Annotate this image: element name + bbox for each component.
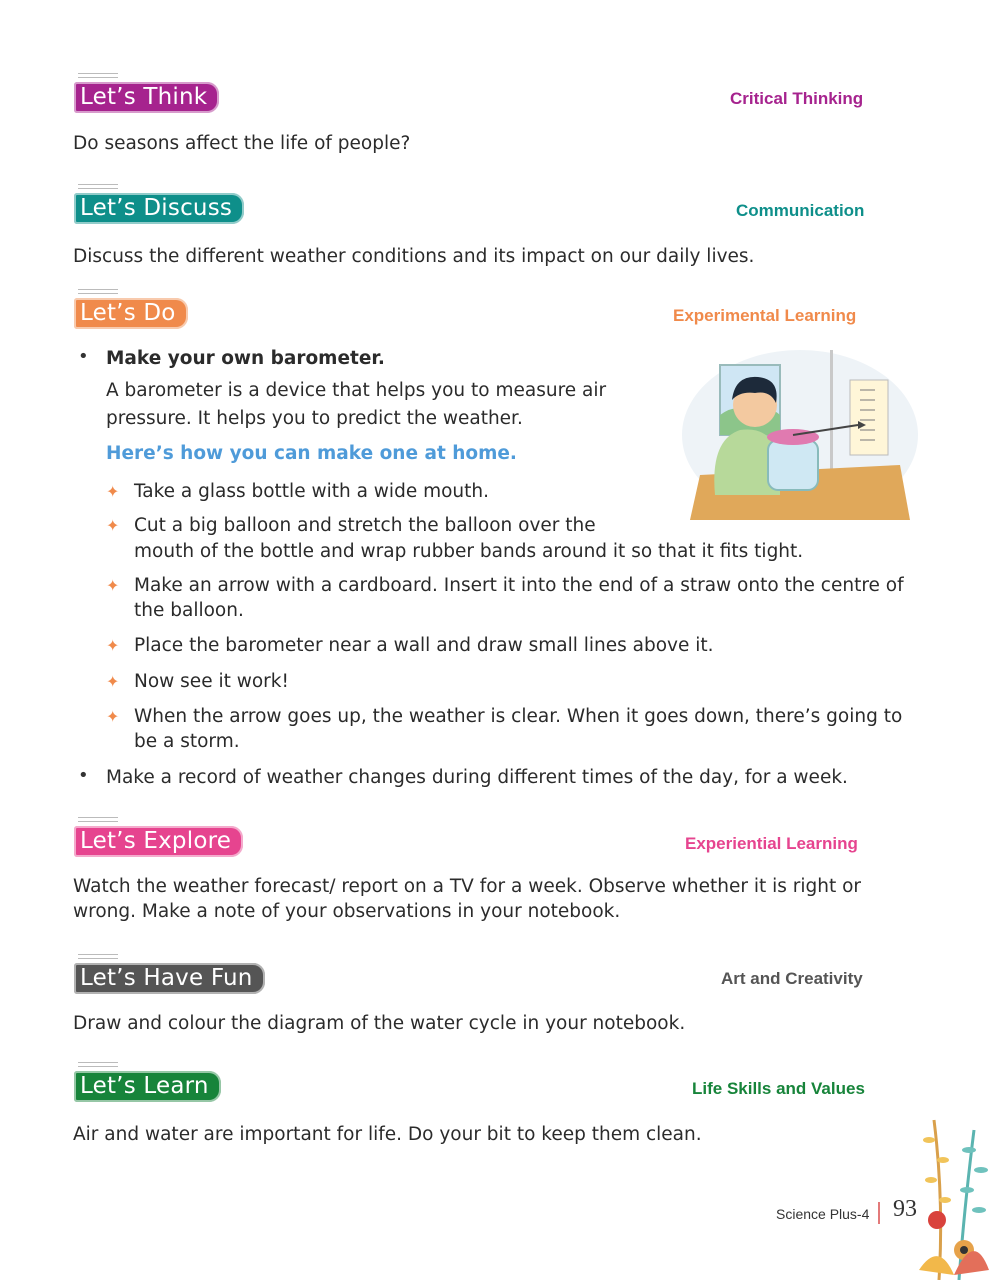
star-icon: ✦ [106,576,120,595]
star-icon: ✦ [106,672,120,691]
learn-text: Air and water are important for life. Do your bit to keep them clean. [73,1124,702,1145]
step-4: ✦ Place the barometer near a wall and draw small lines above it. [106,635,714,656]
lets-learn-heading: Let’s Learn [74,1071,221,1102]
star-icon: ✦ [106,636,120,655]
lets-have-fun-heading: Let’s Have Fun [74,963,265,994]
star-icon: ✦ [106,482,120,501]
footer-divider [878,1202,880,1224]
lets-discuss-heading: Let’s Discuss [74,193,244,224]
step-6: ✦ When the arrow goes up, the weather is clear. When it goes down, there’s going to be a storm. [106,706,903,752]
discuss-text: Discuss the different weather conditions and its impact on our daily lives. [73,246,755,267]
step-3: ✦ Make an arrow with a cardboard. Insert it into the end of a straw onto the centre of the balloon. [106,575,904,621]
record-weather-text: Make a record of weather changes during different times of the day, for a week. [106,767,848,788]
step-5: ✦ Now see it work! [106,671,289,692]
decorative-plant-icon [919,1100,989,1280]
bullet-dot: • [78,765,89,786]
fun-text: Draw and colour the diagram of the water cycle in your notebook. [73,1013,686,1034]
lets-think-heading: Let’s Think [74,82,219,113]
page-number: 93 [893,1196,917,1222]
barometer-desc-line1: A barometer is a device that helps you to measure air [106,380,607,401]
life-skills-label: Life Skills and Values [692,1079,865,1098]
bullet-dot: • [78,346,89,367]
explore-text: Watch the weather forecast/ report on a TV for a week. Observe whether it is right or wrong. Make a note of your observations in your notebook. [73,876,862,922]
art-creativity-label: Art and Creativity [721,969,863,988]
lets-do-heading: Let’s Do [74,298,188,329]
star-icon: ✦ [106,707,120,726]
barometer-desc-line2: pressure. It helps you to predict the weather. [106,408,523,429]
critical-thinking-label: Critical Thinking [730,89,864,108]
howto-heading: Here’s how you can make one at home. [106,443,517,464]
step-1: ✦ Take a glass bottle with a wide mouth. [106,481,490,502]
communication-label: Communication [736,201,865,220]
barometer-heading: Make your own barometer. [106,348,385,369]
star-icon: ✦ [106,516,120,535]
step-2: ✦ Cut a big balloon and stretch the balloon over the [106,515,596,536]
step-2-continued: mouth of the bottle and wrap rubber bands around it so that it fits tight. [134,541,804,562]
experiential-learning-label: Experiential Learning [685,834,858,853]
boy-barometer-illustration [680,345,920,520]
experimental-learning-label: Experimental Learning [673,306,857,325]
think-text: Do seasons affect the life of people? [73,133,411,154]
lets-explore-heading: Let’s Explore [74,826,243,857]
book-title: Science Plus-4 [776,1206,870,1222]
